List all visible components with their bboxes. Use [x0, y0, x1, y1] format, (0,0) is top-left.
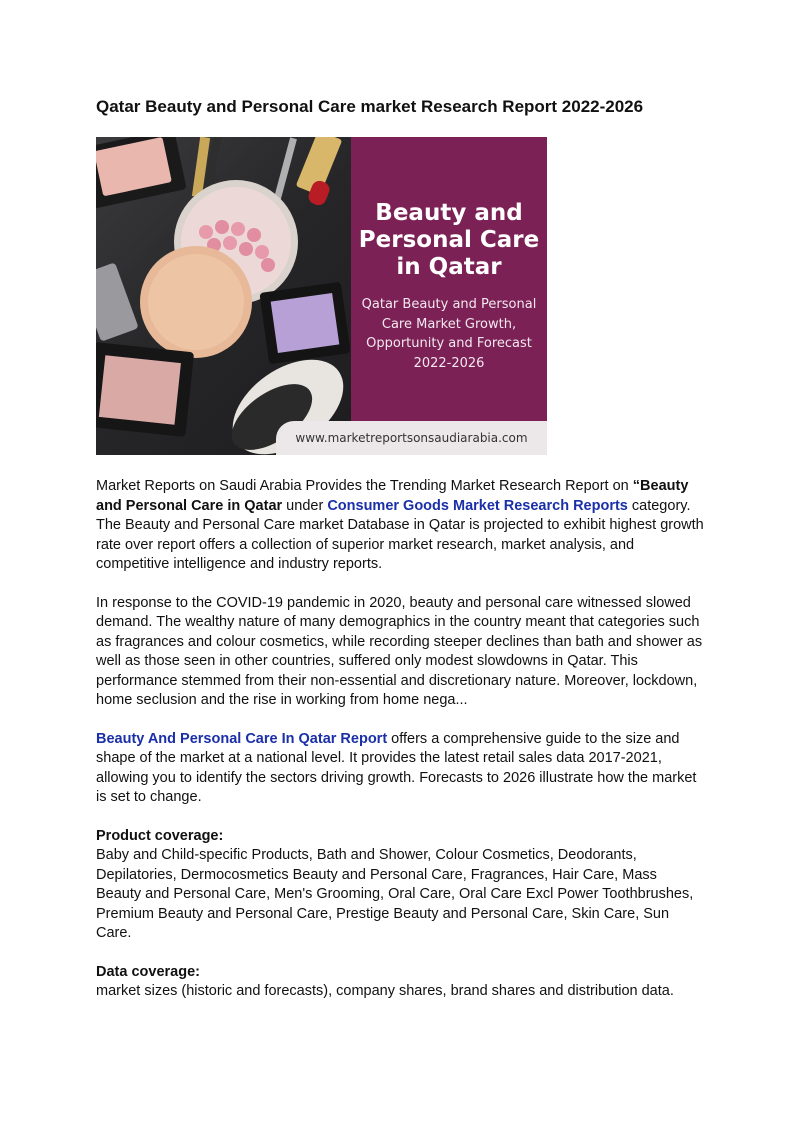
intro-paragraph: [96, 477, 706, 575]
cosmetics-illustration: [96, 137, 351, 455]
data-coverage-heading: Data coverage:: [96, 963, 200, 980]
product-coverage-text: Baby and Child-specific Products, Bath and Shower, Colour Cosmetics, Deodorants, Depilatories, Dermocosmetics Beauty and Personal Care, Fragrances, Hair Care, Mass Beauty and Personal Care, Men's Grooming, Oral Care, Oral Care Excl Power Toothbrushes, Premium Beauty and Personal Care, Prestige Beauty and Personal Care, Skin Care, Sun Care.: [96, 847, 694, 941]
cosmetics-photo: [96, 137, 351, 455]
intro-text: Market Reports on Saudi Arabia Provides the Trending Market Research Report on: [96, 478, 633, 494]
data-coverage-section: [96, 963, 706, 1002]
document-page: [96, 96, 706, 1002]
banner-subtitle-line: Qatar Beauty and Personal: [361, 297, 537, 312]
banner-panel: [351, 137, 547, 421]
banner-subtitle-line: 2022-2026: [413, 355, 485, 371]
product-coverage-heading: Product coverage:: [96, 827, 224, 844]
covid-paragraph: In response to the COVID-19 pandemic in 2020, beauty and personal care witnessed slowed demand. The wealthy nature of many demographics in the country meant that categories such as fragrances and colour cosmetics, while recording steeper declines than bath and shower as well as those seen in other countries, suffered only modest slowdowns in Qatar. This performance stemmed from their non-essential and discretionary nature. Moreover, lockdown, home seclusion and the rise in working from home nega...: [96, 594, 703, 708]
banner-heading: [359, 200, 539, 281]
banner-subtitle-line: Opportunity and Forecast: [366, 336, 532, 351]
banner-heading-line: in Qatar: [396, 254, 502, 280]
consumer-goods-link[interactable]: Consumer Goods Market Research Reports: [327, 497, 628, 514]
intro-report-name: “Beauty and Personal Care in Qatar: [96, 478, 689, 514]
banner-url: www.marketreportsonsaudiarabia.com: [276, 421, 547, 455]
product-coverage-section: [96, 827, 706, 944]
report-link[interactable]: Beauty And Personal Care In Qatar Report: [96, 730, 388, 747]
banner-subtitle-line: Care Market Growth,: [381, 316, 517, 332]
report-paragraph: [96, 730, 706, 808]
banner-heading-line: Personal Care: [358, 227, 540, 253]
banner-subtitle: [359, 295, 539, 373]
intro-text: category. The Beauty and Personal Care market Database in Qatar is projected to exhibit highest growth rate over report offers a collection of superior market research, market analysis, and competitive intelligence and industry reports.: [96, 497, 704, 572]
page-title: Qatar Beauty and Personal Care market Research Report 2022-2026: [96, 97, 644, 116]
report-banner-image: [96, 137, 547, 455]
intro-text: under: [282, 497, 328, 514]
banner-heading-line: Beauty and: [375, 200, 523, 226]
report-text: offers a comprehensive guide to the size and shape of the market at a national level. It provides the latest retail sales data 2017-2021, allowing you to identify the sectors driving growth. Forecasts to 2026 illustrate how the market is set to change.: [96, 730, 697, 805]
data-coverage-text: market sizes (historic and forecasts), company shares, brand shares and distribution data.: [96, 983, 674, 999]
